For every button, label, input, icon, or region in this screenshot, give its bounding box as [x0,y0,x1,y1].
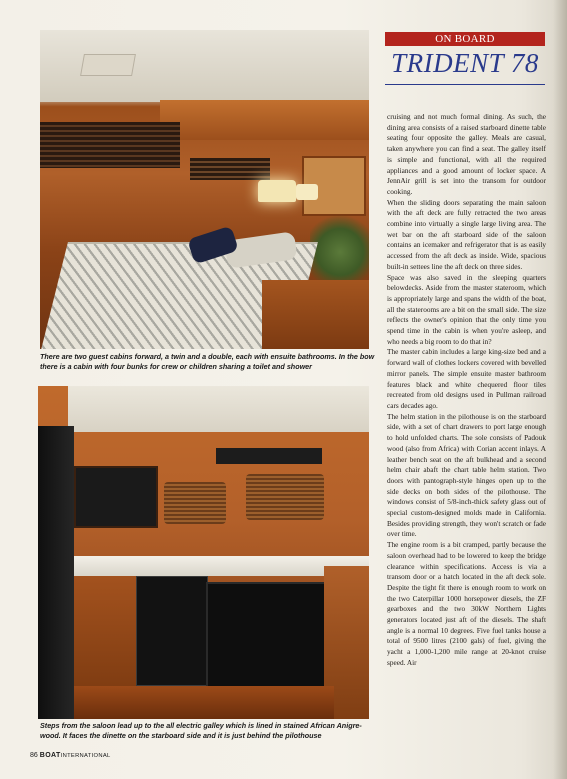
wood-floor [74,686,334,719]
guest-cabin-photo [40,30,369,349]
article-title: TRIDENT 78 [391,48,539,78]
page-number: 86 [30,752,38,759]
window-blind [246,474,324,520]
article-body [387,112,546,669]
window-blind [40,122,180,168]
photo-caption: Steps from the saloon lead up to the all electric galley which is lined in stained African Anigre-wood. It faces the dinette on the starboard side and it is just behind the pilothouse [40,721,362,740]
wall-lamp [258,180,296,202]
galley-photo [38,386,369,719]
dishwasher [136,576,208,686]
title-rule [385,84,545,85]
range-hood [216,448,322,464]
body-paragraph: Space was also saved in the sleeping quarters belowdecks. Aside from the master stateroom, which is appropriately large and spans the width of the boat, all the staterooms are a bit on the small side. The size reflects the owner's opinion that the only time you spend time in the cabin is when you're asleep, and who needs a big room to do that in? [387,272,546,346]
window-blind [164,482,226,524]
publication-name: BOAT [39,752,61,759]
potted-plant [310,210,369,280]
page-spine-shadow [553,0,567,779]
galley-ceiling [68,386,369,432]
window-blind [190,158,270,180]
body-paragraph: cruising and not much formal dining. As such, the dining area consists of a raised starboard dinette table seating four opposite the galley. Meals are casual, taken anywhere you can find a seat. The galley itself is simple and functional, with all the required appliances and a good amount of locker space. A JennAir grill is set into the transom for outdoor cooking. [387,112,546,196]
body-paragraph: When the sliding doors separating the main saloon with the aft deck are fully retracted the two areas combine into virtually a single large living area. The wet bar on the aft starboard side of the saloon contains an icemaker and refrigerator that is as easily accessed from the aft deck as inside. Wide, spacious built-in settees line the aft deck on three sides. [387,197,546,271]
microwave [74,466,158,528]
photo-caption: There are two guest cabins forward, a twin and a double, each with ensuite bathrooms. In the bow there is a cabin with four bunks for crew or children sharing a toilet and shower [40,352,375,371]
ceiling-vent [80,54,136,76]
page-footer [30,752,111,759]
publication-suffix: INTERNATIONAL [60,753,111,759]
body-paragraph: The engine room is a bit cramped, partly because the saloon overhead had to be lowered to keep the bridge clearance within specifications. Access is via a transom door or a hatch located in the aft deck sole. Despite the tight fit there is enough room to work on the two Caterpillar 1000 horsepower diesels, the ZF gearboxes and the two 30kW Northern Lights generators located just aft of the diesels. The shaft angle is a normal 10 degrees. Five fuel tanks house a total of 9500 litres (2100 gals) of fuel, giving the yacht a 1,000-1,200 mile range at 20-knot cruise speed. Air [387,540,546,667]
wall-lamp [296,184,318,200]
wood-beam [160,100,369,140]
refrigerator [38,426,74,719]
nightstand [262,280,369,349]
body-paragraph: The master cabin includes a large king-size bed and a forward wall of clothes lockers covered with bevelled mirror panels. The simple ensuite master bathroom features black and white chequered floor tiles recreated from old designs used in Pullman railroad cars decades ago. [387,347,546,410]
body-paragraph: The helm station in the pilothouse is on the starboard side, with a set of chart drawers to port large enough to hold unfolded charts. The sole consists of Padouk wood (also from Africa) with Corian accent inlays. A leather bench seat on the aft bulkhead and a second helm chair abaft the chart table helm station. Two doors with pantograph-style hinges open up to the side decks on both sides of the pilothouse. The windows consist of 5/8-inch-thick safety glass out of special custom-designed molds made in California. Besides providing strength, they won't scratch or fade over time. [387,411,546,539]
section-label: ON BOARD [385,32,545,46]
